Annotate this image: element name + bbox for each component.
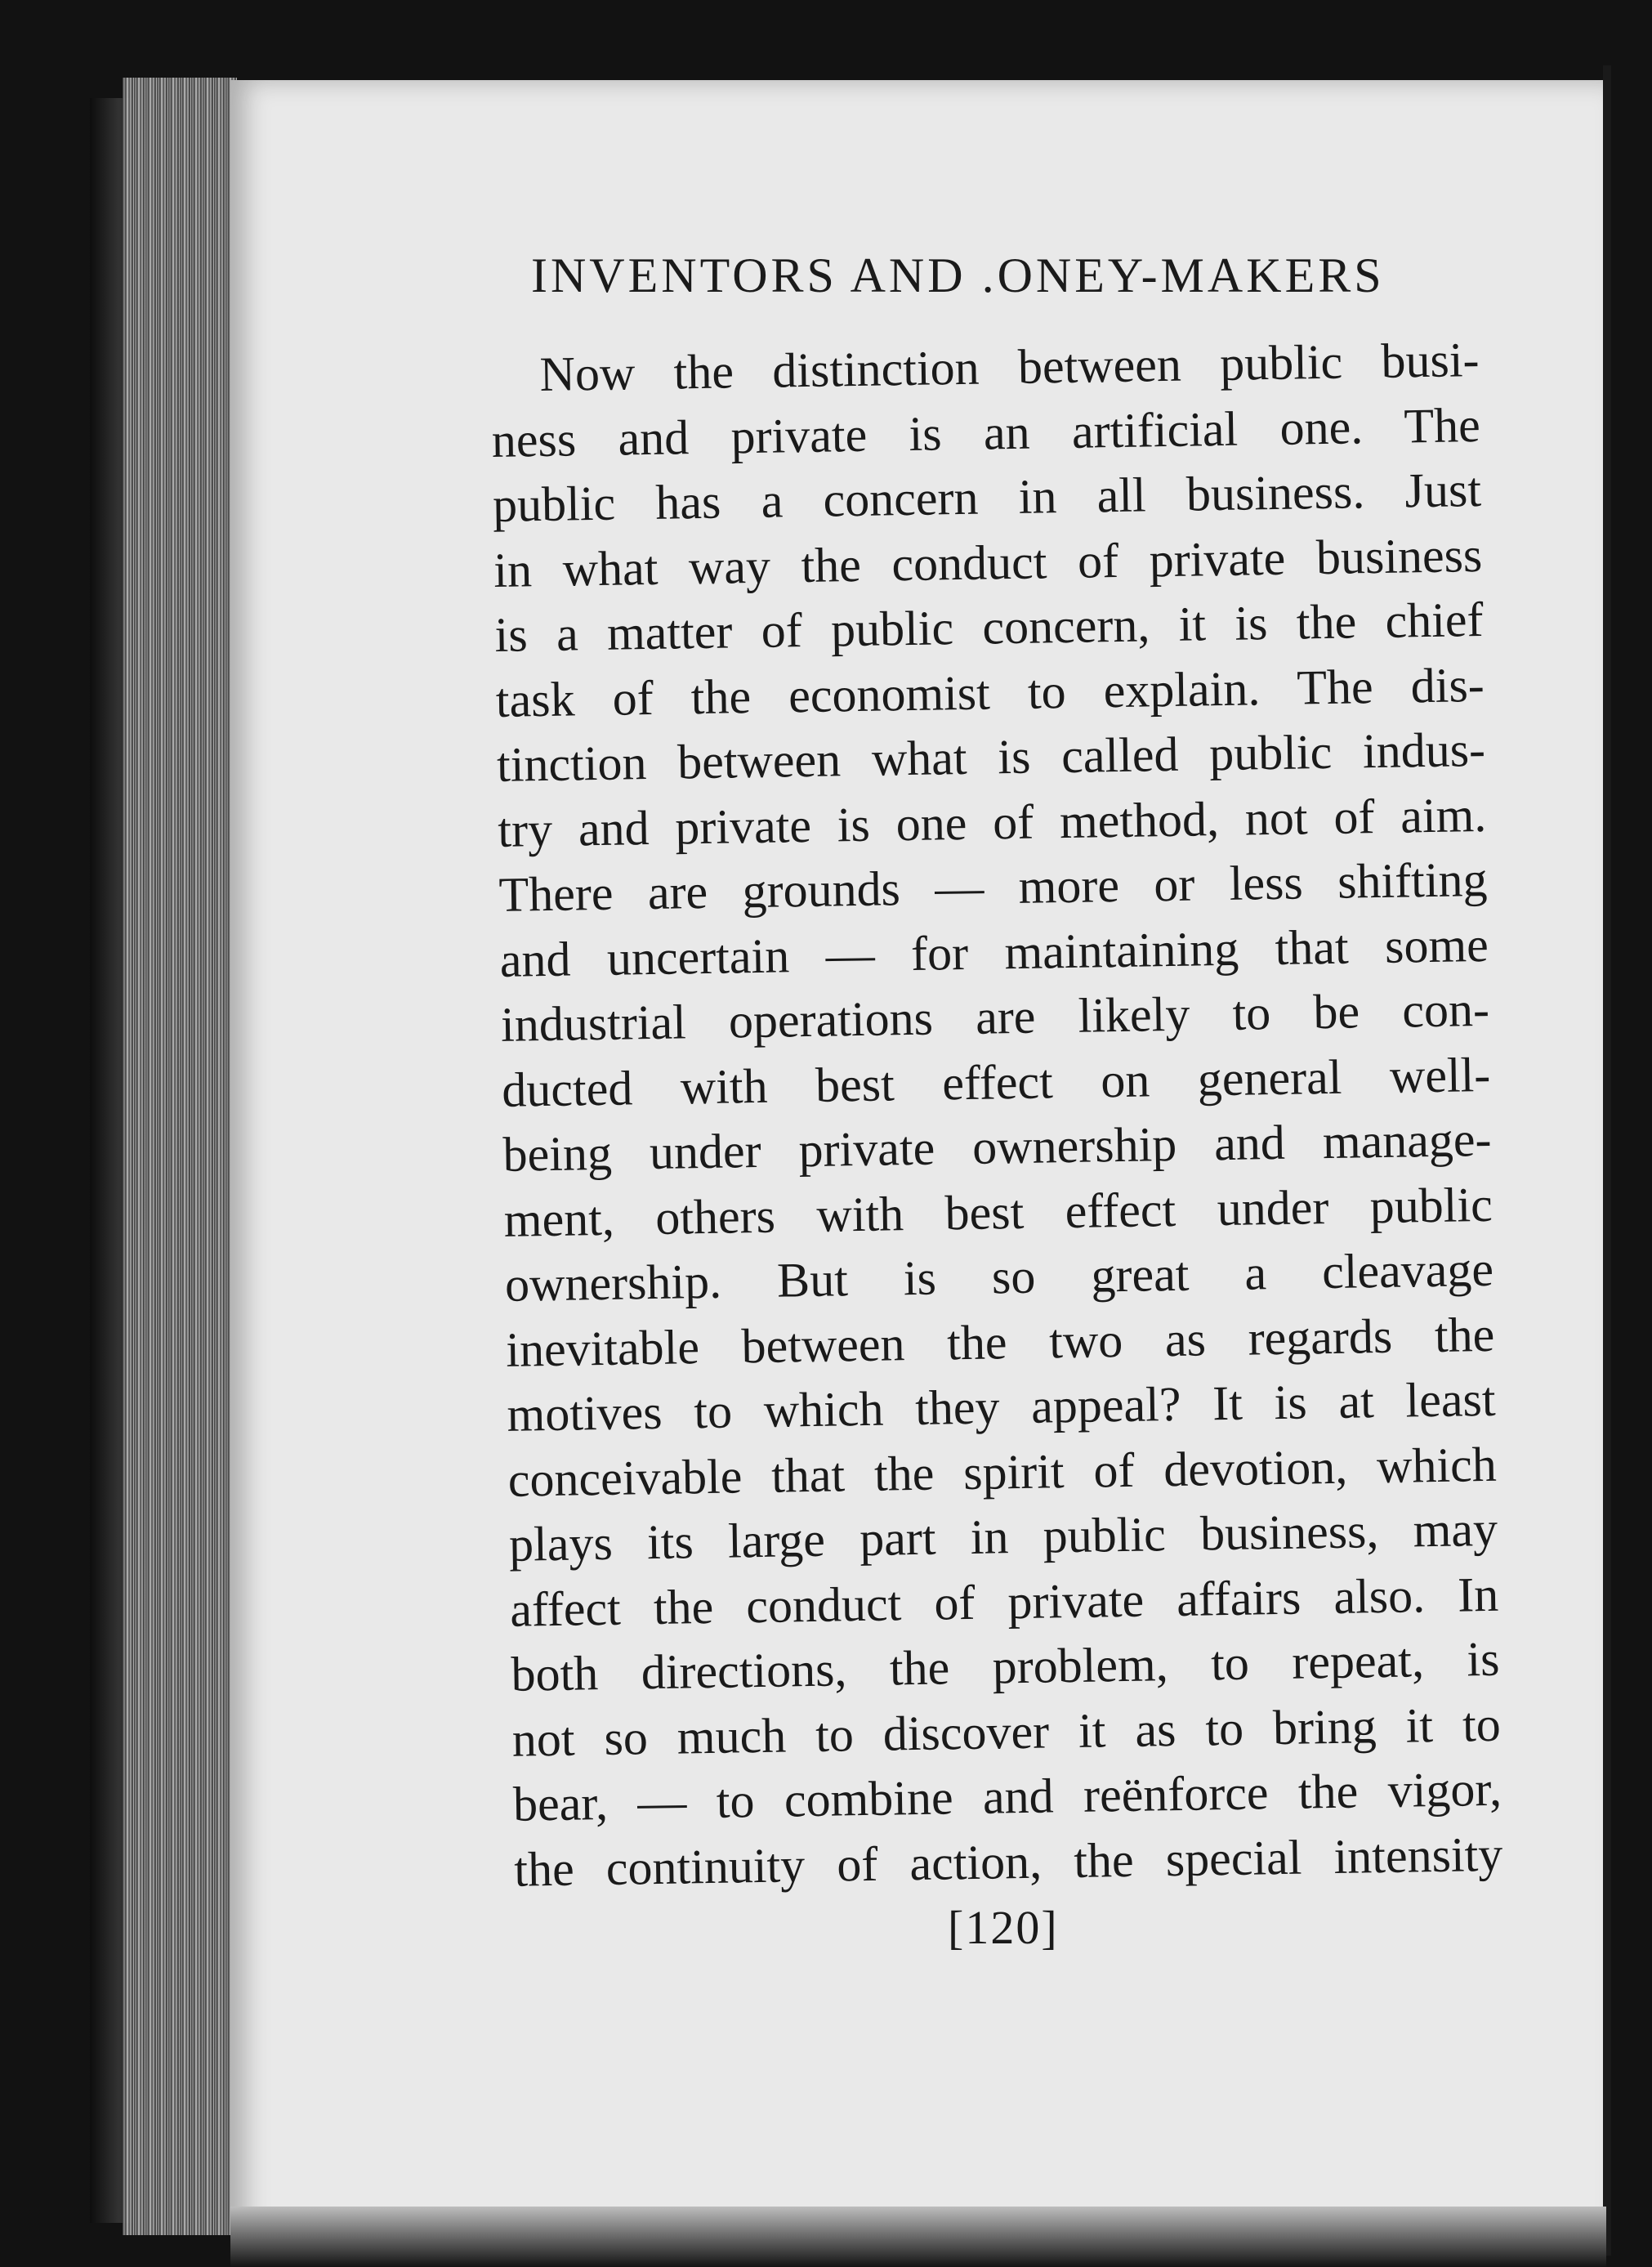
- text-line: affect the conduct of private affairs also. In: [509, 1567, 1499, 1637]
- text-line: ment, others with best effect under public: [503, 1177, 1493, 1247]
- text-line: plays its large part in public business, may: [508, 1501, 1498, 1572]
- text-line: ness and private is an artificial one. The: [491, 397, 1481, 467]
- text-line: try and private is one of method, not of aim.: [497, 787, 1487, 857]
- text-line: not so much to discover it as to bring it to: [511, 1697, 1502, 1767]
- page-right-border: [1603, 65, 1611, 2256]
- text-line: is a matter of public concern, it is the chief: [494, 592, 1484, 662]
- text-line: being under private ownership and manage-: [502, 1111, 1492, 1182]
- text-line: and uncertain — for maintaining that some: [499, 917, 1489, 987]
- text-line: industrial operations are likely to be con-: [500, 981, 1490, 1052]
- page-number: [120]: [948, 1901, 1059, 1954]
- body-text: [490, 328, 1503, 1903]
- text-line: public has a concern in all business. Just: [492, 462, 1482, 532]
- page-edge-stack: [123, 78, 237, 2235]
- text-line: tinction between what is called public indus-: [496, 722, 1486, 792]
- text-line: Now the distinction between public busi-: [539, 332, 1480, 402]
- text-line: motives to which they appeal? It is at least: [507, 1371, 1496, 1442]
- text-line: inevitable between the two as regards the: [505, 1307, 1495, 1377]
- text-line: ownership. But is so great a cleavage: [504, 1241, 1494, 1312]
- running-head: INVENTORS AND .ONEY-MAKERS: [531, 248, 1385, 302]
- text-line: the continuity of action, the special intensity: [513, 1827, 1503, 1897]
- text-line: There are grounds — more or less shifting: [498, 852, 1488, 922]
- text-line: in what way the conduct of private business: [493, 527, 1483, 597]
- text-line: both directions, the problem, to repeat, is: [511, 1631, 1500, 1701]
- text-line: task of the economist to explain. The dis-: [495, 657, 1485, 727]
- text-line: bear, — to combine and reënforce the vigor,: [512, 1761, 1502, 1831]
- text-line: ducted with best effect on general well-: [501, 1047, 1491, 1117]
- page-bottom-shadow: [230, 2207, 1606, 2267]
- text-line: conceivable that the spirit of devotion, which: [507, 1437, 1498, 1507]
